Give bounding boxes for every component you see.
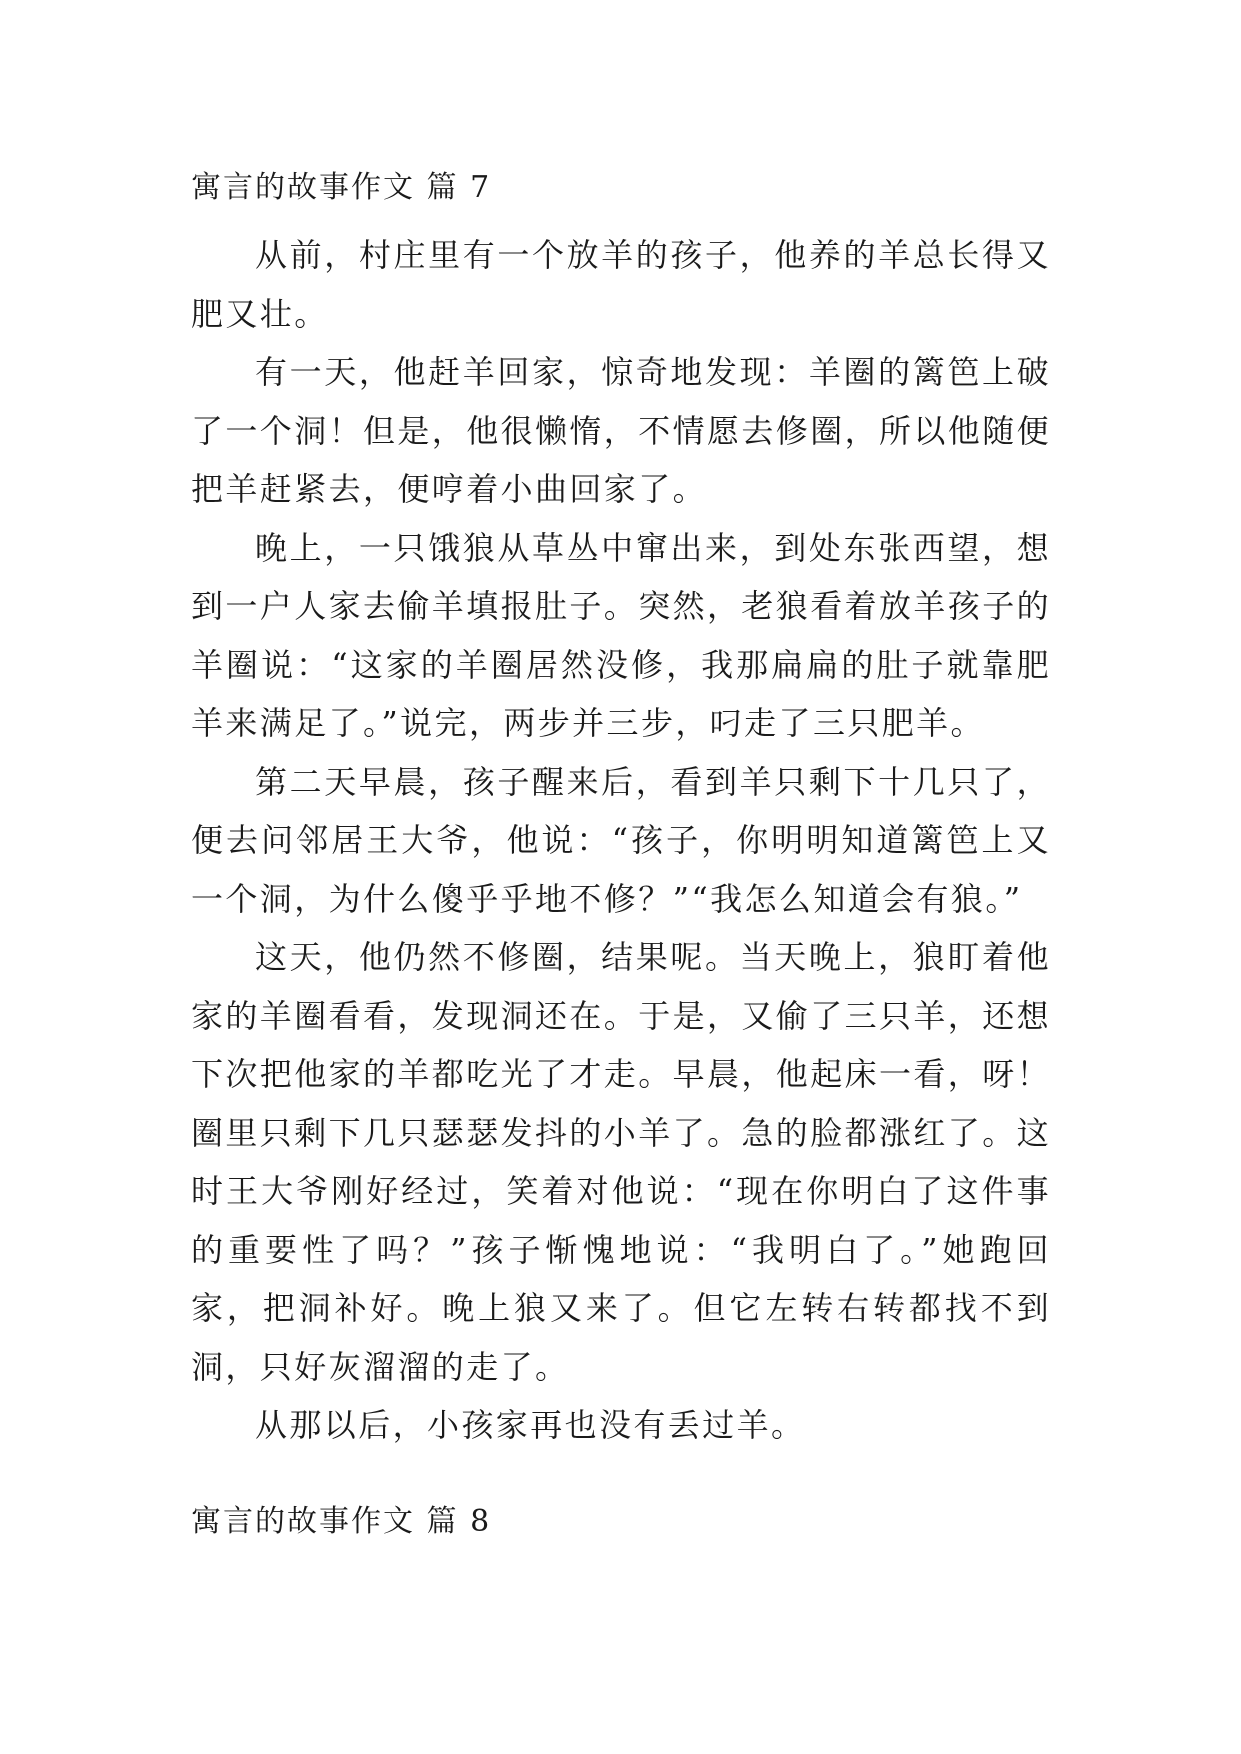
section-title: 寓言的故事作文 篇 8 [191, 1504, 492, 1539]
paragraph: 晚上，一只饿狼从草丛中窜出来，到处东张西望，想到一户人家去偷羊填报肚子。突然，老狼看着放羊孩子的羊圈说：“这家的羊圈居然没修，我那扁扁的肚子就靠肥羊来满足了。”说完，两步并三步，叼走了三只肥羊。 [191, 528, 1052, 742]
paragraph: 从那以后，小孩家再也没有丢过羊。 [255, 1406, 806, 1444]
paragraph: 第二天早晨，孩子醒来后，看到羊只剩下十几只了，便去问邻居王大爷，他说：“孩子，你明明知道篱笆上又一个洞，为什么傻乎乎地不修？”“我怎么知道会有狼。” [191, 762, 1051, 918]
paragraph: 这天，他仍然不修圈，结果呢。当天晚上，狼盯着他家的羊圈看看，发现洞还在。于是，又偷了三只羊，还想下次把他家的羊都吃光了才走。早晨，他起床一看，呀！圈里只剩下几只瑟瑟发抖的小羊了。急的脸都涨红了。这时王大爷刚好经过，笑着对他说：“现在你明白了这件事的重要性了吗？”孩子惭愧地说：“我明白了。”她跑回家，把洞补好。晚上狼又来了。但它左转右转都找不到洞，只好灰溜溜的走了。 [191, 938, 1052, 1386]
paragraph: 有一天，他赶羊回家，惊奇地发现：羊圈的篱笆上破了一个洞！但是，他很懒惰，不情愿去修圈，所以他随便把羊赶紧去，便哼着小曲回家了。 [191, 353, 1052, 508]
paragraph: 从前，村庄里有一个放羊的孩子，他养的羊总长得又肥又壮。 [191, 236, 1051, 333]
section-title: 寓言的故事作文 篇 7 [191, 170, 492, 205]
section-body [191, 226, 1051, 1455]
